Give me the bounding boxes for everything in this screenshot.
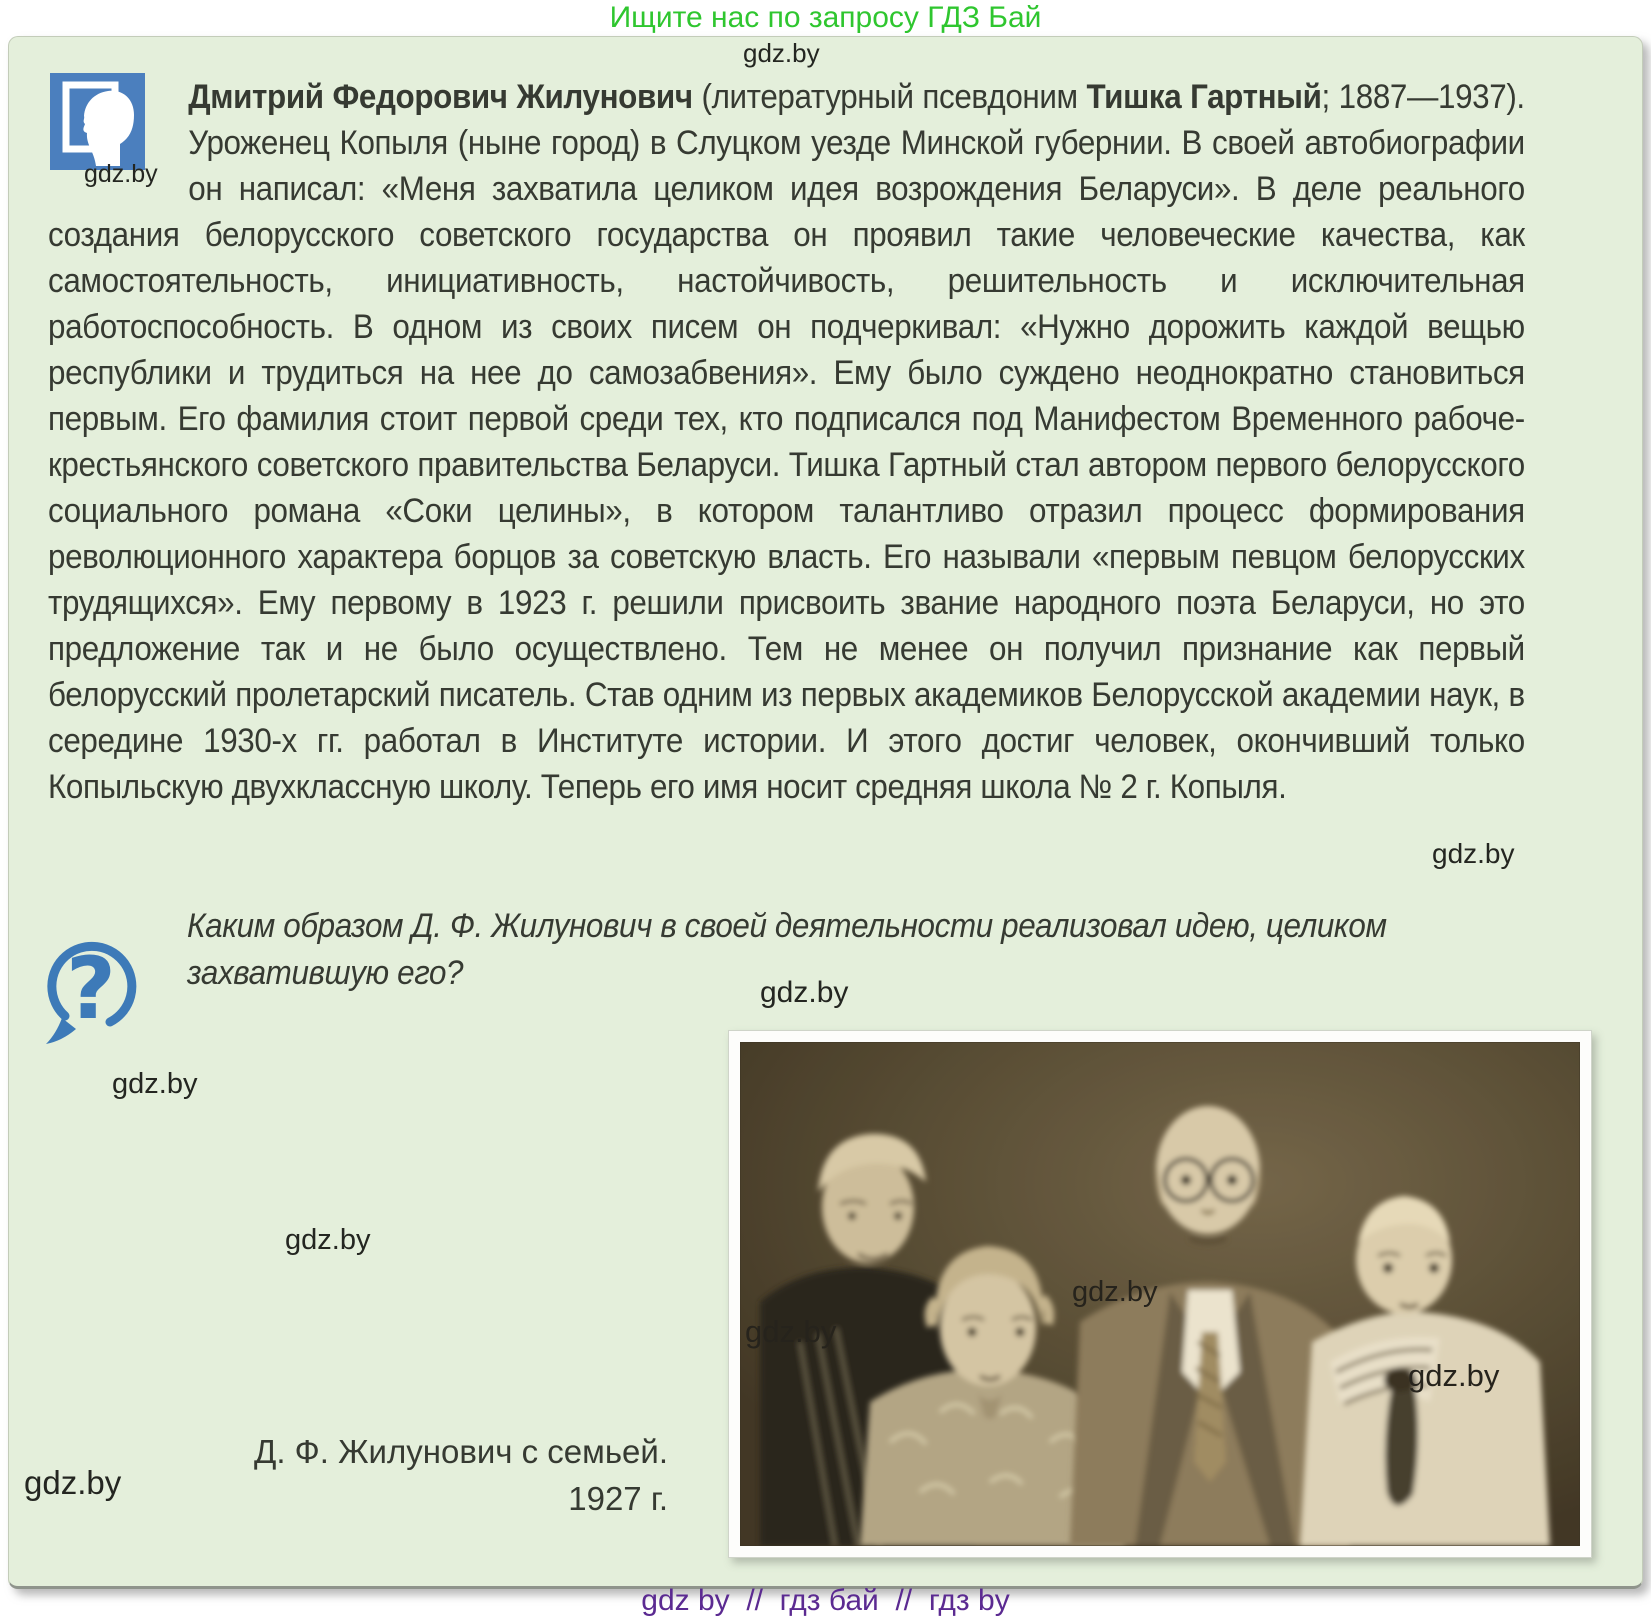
watermark: gdz.by xyxy=(745,1314,837,1349)
bio-name: Дмитрий Федорович Жилунович xyxy=(188,78,693,116)
bio-body: ; 1887—1937). Уроженец Копыля (ныне город) в Слуцком уезде Минской губернии. В своей автобиографии он написал: «Меня захватила целиком идея возрождения Беларуси». В деле реального создания белорусского советского государства он проявил такие человеческие качества, как самостоятельность, инициативность, настойчивость, решительность и исключительная работоспособность. В одном из своих писем он подчеркивал: «Нужно дорожить каждой вещью республики и трудиться на нее до самозабвения». Ему было суждено неоднократно становиться первым. Его фамилия стоит первой среди тех, кто подписался под Манифестом Временного рабоче-крестьянского советского правительства Беларуси. Тишка Гартный стал автором первого белорусского социального романа «Соки целины», в котором талантливо отразил процесс формирования революционного характера борцов за советскую власть. Его называли «первым певцом белорусских трудящихся». Ему первому в 1923 г. решили присвоить звание народного поэта Беларуси, но это предложение так и не было осуществлено. Тем не менее он получил признание как первый белорусский пролетарский писатель. Став одним из первых академиков Белорусской академии наук, в середине 1930-х гг. работал в Институте истории. И этого достиг человек, окончивший только Копыльскую двухклассную школу. Теперь его имя носит средняя школа № 2 г. Копыля. xyxy=(48,78,1525,806)
photo-caption-line1: Д. Ф. Жилунович с семьей. xyxy=(253,1433,668,1470)
svg-text:?: ? xyxy=(66,939,116,1039)
footer-text: gdz by // гдз бай // гдз by xyxy=(641,1584,1010,1617)
bio-pseudonym: Тишка Гартный xyxy=(1086,78,1322,116)
watermark: gdz.by xyxy=(1408,1358,1500,1393)
watermark: gdz.by xyxy=(285,1224,371,1256)
photo-caption-line2: 1927 г. xyxy=(568,1480,668,1517)
watermark: gdz.by xyxy=(743,38,820,68)
watermark: gdz.by xyxy=(84,160,158,188)
watermark: gdz.by xyxy=(24,1464,122,1501)
bio-paragraph xyxy=(48,74,1525,810)
photo-caption xyxy=(240,1428,668,1522)
watermark: gdz.by xyxy=(1432,838,1515,869)
question-text: Каким образом Д. Ф. Жилунович в своей деятельности реализовал идею, целиком захватившую его? xyxy=(187,907,1387,992)
family-photo xyxy=(728,1030,1592,1558)
watermark: gdz.by xyxy=(112,1068,198,1100)
watermark: gdz.by xyxy=(760,976,849,1009)
bio-pseudonym-prefix: (литературный псевдоним xyxy=(692,78,1087,116)
bio-icon-spacer xyxy=(48,74,188,200)
question-mark-icon xyxy=(44,934,138,1064)
watermark: gdz.by xyxy=(1072,1276,1158,1308)
top-banner-text: Ищите нас по запросу ГДЗ Бай xyxy=(609,1,1042,34)
